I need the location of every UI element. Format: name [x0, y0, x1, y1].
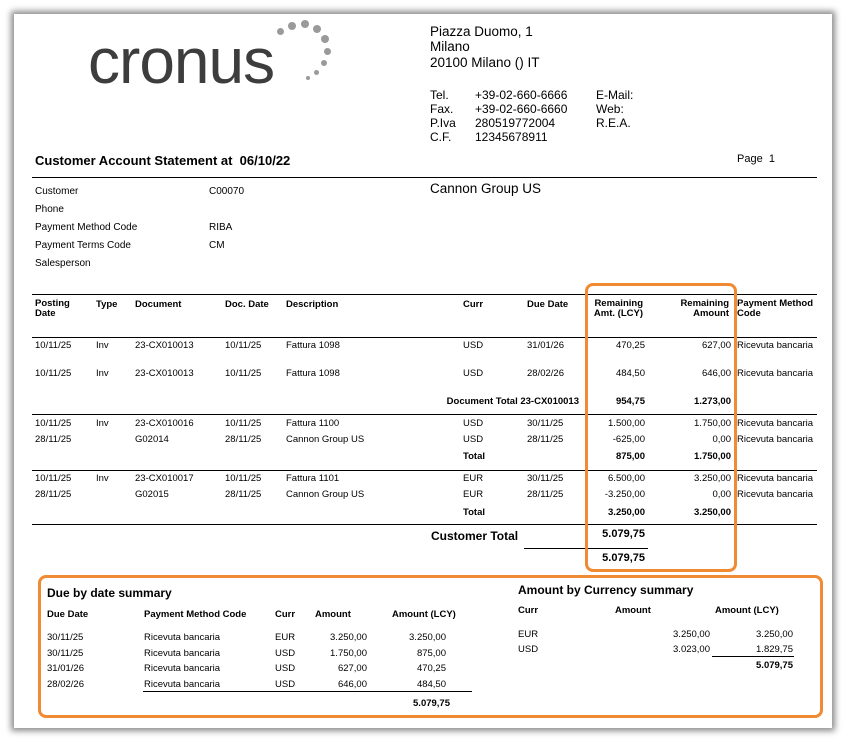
row-due-date: 28/11/25	[527, 434, 564, 445]
due-col-amount: Amount	[315, 609, 351, 620]
row-due-date: 28/11/25	[527, 489, 564, 500]
currency-summary-title: Amount by Currency summary	[518, 583, 694, 597]
due-row-amount-lcy: 875,00	[416, 648, 446, 659]
due-row-amount-lcy: 3.250,00	[409, 632, 446, 643]
row-posting-date: 28/11/25	[35, 434, 72, 445]
row-posting-date: 10/11/25	[35, 368, 72, 379]
statement-title: Customer Account Statement at 06/10/22	[35, 153, 291, 168]
due-row-date: 28/02/26	[47, 679, 84, 690]
due-row-date: 31/01/26	[47, 663, 84, 674]
currency-summary-total: 5.079,75	[756, 660, 793, 671]
cf-value: 12345678911	[475, 130, 548, 144]
salesperson-label: Salesperson	[35, 258, 91, 269]
due-row-amount: 646,00	[337, 679, 367, 690]
row-document: G02015	[135, 489, 169, 500]
row-description: Cannon Group US	[286, 434, 365, 445]
row-description: Fattura 1101	[286, 473, 340, 484]
due-col-pm: Payment Method Code	[144, 609, 247, 620]
due-col-curr: Curr	[275, 609, 296, 620]
cur-row-curr: EUR	[518, 629, 539, 640]
web-label: Web:	[596, 102, 624, 116]
row-remaining-amount: 3.250,00	[694, 473, 731, 484]
row-payment-method: Ricevuta bancaria	[737, 368, 814, 379]
row-description: Fattura 1098	[286, 368, 340, 379]
col-document: Document	[135, 299, 182, 310]
col-description: Description	[286, 299, 339, 310]
row-curr: USD	[463, 418, 484, 429]
col-remaining-lcy: Remaining Amt. (LCY)	[593, 298, 643, 319]
row-description: Cannon Group US	[286, 489, 365, 500]
due-summary-title: Due by date summary	[47, 586, 172, 600]
row-document: G02014	[135, 434, 169, 445]
row-curr: USD	[463, 368, 484, 379]
piva-value: 280519772004	[475, 116, 556, 130]
row-type: Inv	[96, 473, 109, 484]
col-remaining-amount: Remaining Amount	[680, 298, 729, 319]
row-curr: USD	[463, 434, 484, 445]
due-row-curr: EUR	[275, 632, 296, 643]
due-row-pm: Ricevuta bancaria	[144, 679, 221, 690]
piva-label: P.Iva	[430, 116, 456, 130]
cur-col-amount-lcy: Amount (LCY)	[715, 605, 779, 616]
row-type: Inv	[96, 368, 109, 379]
tel-label: Tel.	[430, 88, 449, 102]
col-due-date: Due Date	[527, 299, 569, 310]
cf-label: C.F.	[430, 130, 452, 144]
row-doc-date: 10/11/25	[225, 418, 262, 429]
col-curr: Curr	[463, 299, 484, 310]
email-label: E-Mail:	[596, 88, 634, 102]
row-payment-method: Ricevuta bancaria	[737, 489, 814, 500]
row-payment-method: Ricevuta bancaria	[737, 434, 814, 445]
col-posting-date: Posting Date	[35, 298, 70, 319]
row-remaining-lcy: 484,50	[615, 368, 645, 379]
row-remaining-amount: 1.750,00	[694, 418, 731, 429]
due-row-amount: 1.750,00	[330, 648, 367, 659]
cur-col-curr: Curr	[518, 605, 539, 616]
row-description: Fattura 1100	[286, 418, 340, 429]
company-address-line3: 20100 Milano () IT	[430, 55, 540, 70]
customer-total-label: Customer Total	[431, 529, 519, 543]
row-doc-date: 28/11/25	[225, 489, 262, 500]
due-row-pm: Ricevuta bancaria	[144, 663, 221, 674]
due-row-amount-lcy: 470,25	[416, 663, 446, 674]
doc-total-label: Document Total 23-CX010013	[446, 396, 579, 407]
customer-label: Customer	[35, 186, 79, 197]
row-document: 23-CX010013	[135, 368, 194, 379]
due-row-date: 30/11/25	[47, 632, 84, 643]
row-remaining-lcy: 6.500,00	[608, 473, 645, 484]
col-doc-date: Doc. Date	[225, 299, 269, 310]
customer-total-value-2: 5.079,75	[602, 552, 645, 564]
due-row-date: 30/11/25	[47, 648, 84, 659]
row-remaining-amount: 646,00	[701, 368, 731, 379]
row-due-date: 30/11/25	[527, 473, 564, 484]
cur-row-amount-lcy: 1.829,75	[756, 644, 793, 655]
total2-label: Total	[463, 507, 485, 518]
rea-label: R.E.A.	[596, 116, 631, 130]
row-remaining-lcy: 470,25	[615, 340, 645, 351]
row-doc-date: 10/11/25	[225, 340, 262, 351]
due-row-amount: 3.250,00	[330, 632, 367, 643]
row-doc-date: 10/11/25	[225, 368, 262, 379]
col-payment-method: Payment Method Code	[737, 298, 814, 319]
doc-total-lcy: 954,75	[615, 396, 645, 407]
row-due-date: 30/11/25	[527, 418, 564, 429]
company-address-line2: Milano	[430, 39, 470, 54]
row-remaining-lcy: -3.250,00	[604, 489, 645, 500]
due-row-pm: Ricevuta bancaria	[144, 648, 221, 659]
cur-row-amount: 3.023,00	[673, 644, 710, 655]
tel-value: +39-02-660-6666	[475, 88, 568, 102]
customer-total-value: 5.079,75	[602, 528, 645, 540]
row-payment-method: Ricevuta bancaria	[737, 340, 814, 351]
row-doc-date: 28/11/25	[225, 434, 262, 445]
row-document: 23-CX010017	[135, 473, 194, 484]
customer-name: Cannon Group US	[430, 181, 542, 196]
row-due-date: 31/01/26	[527, 340, 564, 351]
customer-value: C00070	[209, 186, 245, 197]
total2-amount: 3.250,00	[694, 507, 731, 518]
row-remaining-amount: 0,00	[712, 434, 731, 445]
cur-row-amount: 3.250,00	[673, 629, 710, 640]
due-col-date: Due Date	[47, 609, 89, 620]
doc-total-amount: 1.273,00	[694, 396, 731, 407]
company-logo: cronus	[88, 25, 275, 97]
row-payment-method: Ricevuta bancaria	[737, 418, 814, 429]
payment-method-label: Payment Method Code	[35, 222, 138, 233]
row-description: Fattura 1098	[286, 340, 340, 351]
phone-label: Phone	[35, 204, 64, 215]
row-remaining-amount: 627,00	[701, 340, 731, 351]
due-row-curr: USD	[275, 648, 296, 659]
total1-amount: 1.750,00	[694, 451, 731, 462]
row-curr: EUR	[463, 489, 484, 500]
row-due-date: 28/02/26	[527, 368, 564, 379]
row-remaining-lcy: 1.500,00	[608, 418, 645, 429]
row-curr: EUR	[463, 473, 484, 484]
row-curr: USD	[463, 340, 484, 351]
due-summary-total: 5.079,75	[413, 698, 450, 709]
due-row-curr: USD	[275, 679, 296, 690]
due-row-amount-lcy: 484,50	[416, 679, 446, 690]
total2-lcy: 3.250,00	[608, 507, 645, 518]
cur-col-amount: Amount	[615, 605, 651, 616]
total1-lcy: 875,00	[615, 451, 645, 462]
due-row-pm: Ricevuta bancaria	[144, 632, 221, 643]
payment-method-value: RIBA	[209, 222, 233, 233]
payment-terms-value: CM	[209, 240, 225, 251]
page-number: Page 1	[737, 153, 775, 165]
row-posting-date: 10/11/25	[35, 418, 72, 429]
row-type: Inv	[96, 418, 109, 429]
row-type: Inv	[96, 340, 109, 351]
col-type: Type	[96, 299, 118, 310]
row-remaining-lcy: -625,00	[612, 434, 645, 445]
row-remaining-amount: 0,00	[712, 489, 731, 500]
cur-row-curr: USD	[518, 644, 539, 655]
total1-label: Total	[463, 451, 485, 462]
row-document: 23-CX010013	[135, 340, 194, 351]
row-doc-date: 10/11/25	[225, 473, 262, 484]
row-document: 23-CX010016	[135, 418, 194, 429]
row-posting-date: 10/11/25	[35, 473, 72, 484]
due-row-curr: USD	[275, 663, 296, 674]
company-address-line1: Piazza Duomo, 1	[430, 24, 533, 39]
fax-value: +39-02-660-6660	[475, 102, 568, 116]
remaining-columns-highlight	[585, 283, 737, 572]
due-row-amount: 627,00	[337, 663, 367, 674]
payment-terms-label: Payment Terms Code	[35, 240, 131, 251]
due-col-amount-lcy: Amount (LCY)	[392, 609, 456, 620]
fax-label: Fax.	[430, 102, 454, 116]
cur-row-amount-lcy: 3.250,00	[756, 629, 793, 640]
row-payment-method: Ricevuta bancaria	[737, 473, 814, 484]
row-posting-date: 10/11/25	[35, 340, 72, 351]
row-posting-date: 28/11/25	[35, 489, 72, 500]
